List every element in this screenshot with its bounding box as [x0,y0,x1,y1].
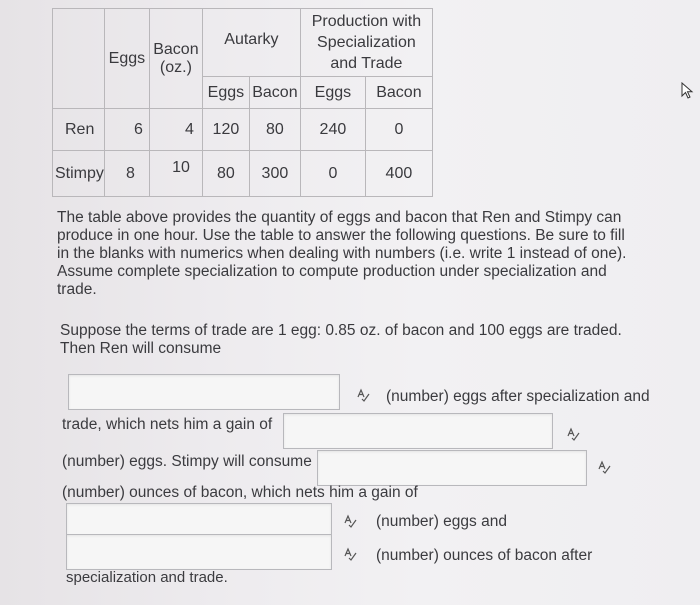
instructions-paragraph [57,209,626,299]
subheader-eggs-st: Eggs [300,77,365,109]
table-row [53,151,433,197]
row-st-eggs: 0 [300,151,365,197]
text-after-input3: (number) ounces of bacon, which nets him a gain of [62,484,418,501]
row-bacon: 4 [149,109,202,151]
row-aut-bacon: 300 [249,151,300,197]
row-name: Ren [53,109,105,151]
text-before-input3: (number) eggs. Stimpy will consume [62,453,312,470]
instructions-line: The table above provides the quantity of eggs and bacon that Ren and Stimpy can [57,209,622,226]
instructions-line: trade. [57,281,97,298]
subheader-bacon-st: Bacon [365,77,432,109]
spellcheck-icon[interactable] [343,547,357,561]
stimpy-bacon-consumed-input[interactable] [317,450,587,486]
header-autarky-label: Autarky [224,31,279,48]
header-eggs-label: Eggs [108,49,146,67]
subheader-eggs: Eggs [202,77,249,109]
ren-eggs-gain-input[interactable] [283,413,553,449]
question-line: Suppose the terms of trade are 1 egg: 0.85 oz. of bacon and 100 eggs are traded. [60,322,622,339]
table-row [53,109,433,151]
row-eggs: 6 [104,109,149,151]
row-st-bacon: 0 [365,109,432,151]
question-text [60,322,622,358]
mouse-cursor-icon [681,82,695,100]
row-aut-bacon: 80 [249,109,300,151]
header-specialization [300,9,432,77]
text-final: specialization and trade. [66,569,228,586]
text-after-input5: (number) ounces of bacon after [376,547,593,564]
text-before-input2: trade, which nets him a gain of [62,416,273,433]
instructions-line: produce in one hour. Use the table to answer the following questions. Be sure to fill [57,227,625,244]
row-aut-eggs: 80 [202,151,249,197]
header-eggs [104,9,149,109]
header-autarky [202,9,300,77]
header-pst-line1: Production with [311,13,422,30]
stimpy-eggs-gain-input[interactable] [66,503,332,538]
row-eggs: 8 [104,151,149,197]
header-bacon [149,9,202,109]
header-bacon-line1: Bacon [153,40,199,58]
stimpy-bacon-gain-input[interactable] [66,534,332,570]
subheader-bacon: Bacon [249,77,300,109]
instructions-line: in the blanks with numerics when dealing with numbers (i.e. write 1 instead of one). [57,245,627,262]
question-line: Then Ren will consume [60,340,222,357]
production-table [52,8,433,197]
spellcheck-icon[interactable] [597,460,611,474]
row-st-bacon: 400 [365,151,432,197]
text-after-input1: (number) eggs after specialization and [386,388,650,405]
ren-eggs-consumed-input[interactable] [68,374,340,410]
spellcheck-icon[interactable] [343,514,357,528]
row-aut-eggs: 120 [202,109,249,151]
corner-cell [53,9,105,109]
header-pst-line3: and Trade [330,55,403,72]
row-st-eggs: 240 [300,109,365,151]
instructions-line: Assume complete specialization to compute production under specialization and [57,263,607,280]
row-name: Stimpy [53,151,105,197]
spellcheck-icon[interactable] [356,388,370,402]
text-after-input4: (number) eggs and [376,513,507,530]
row-bacon: 10 [149,151,202,197]
header-bacon-line2: (oz.) [159,58,192,76]
header-pst-line2: Specialization [317,34,416,51]
spellcheck-icon[interactable] [566,427,580,441]
